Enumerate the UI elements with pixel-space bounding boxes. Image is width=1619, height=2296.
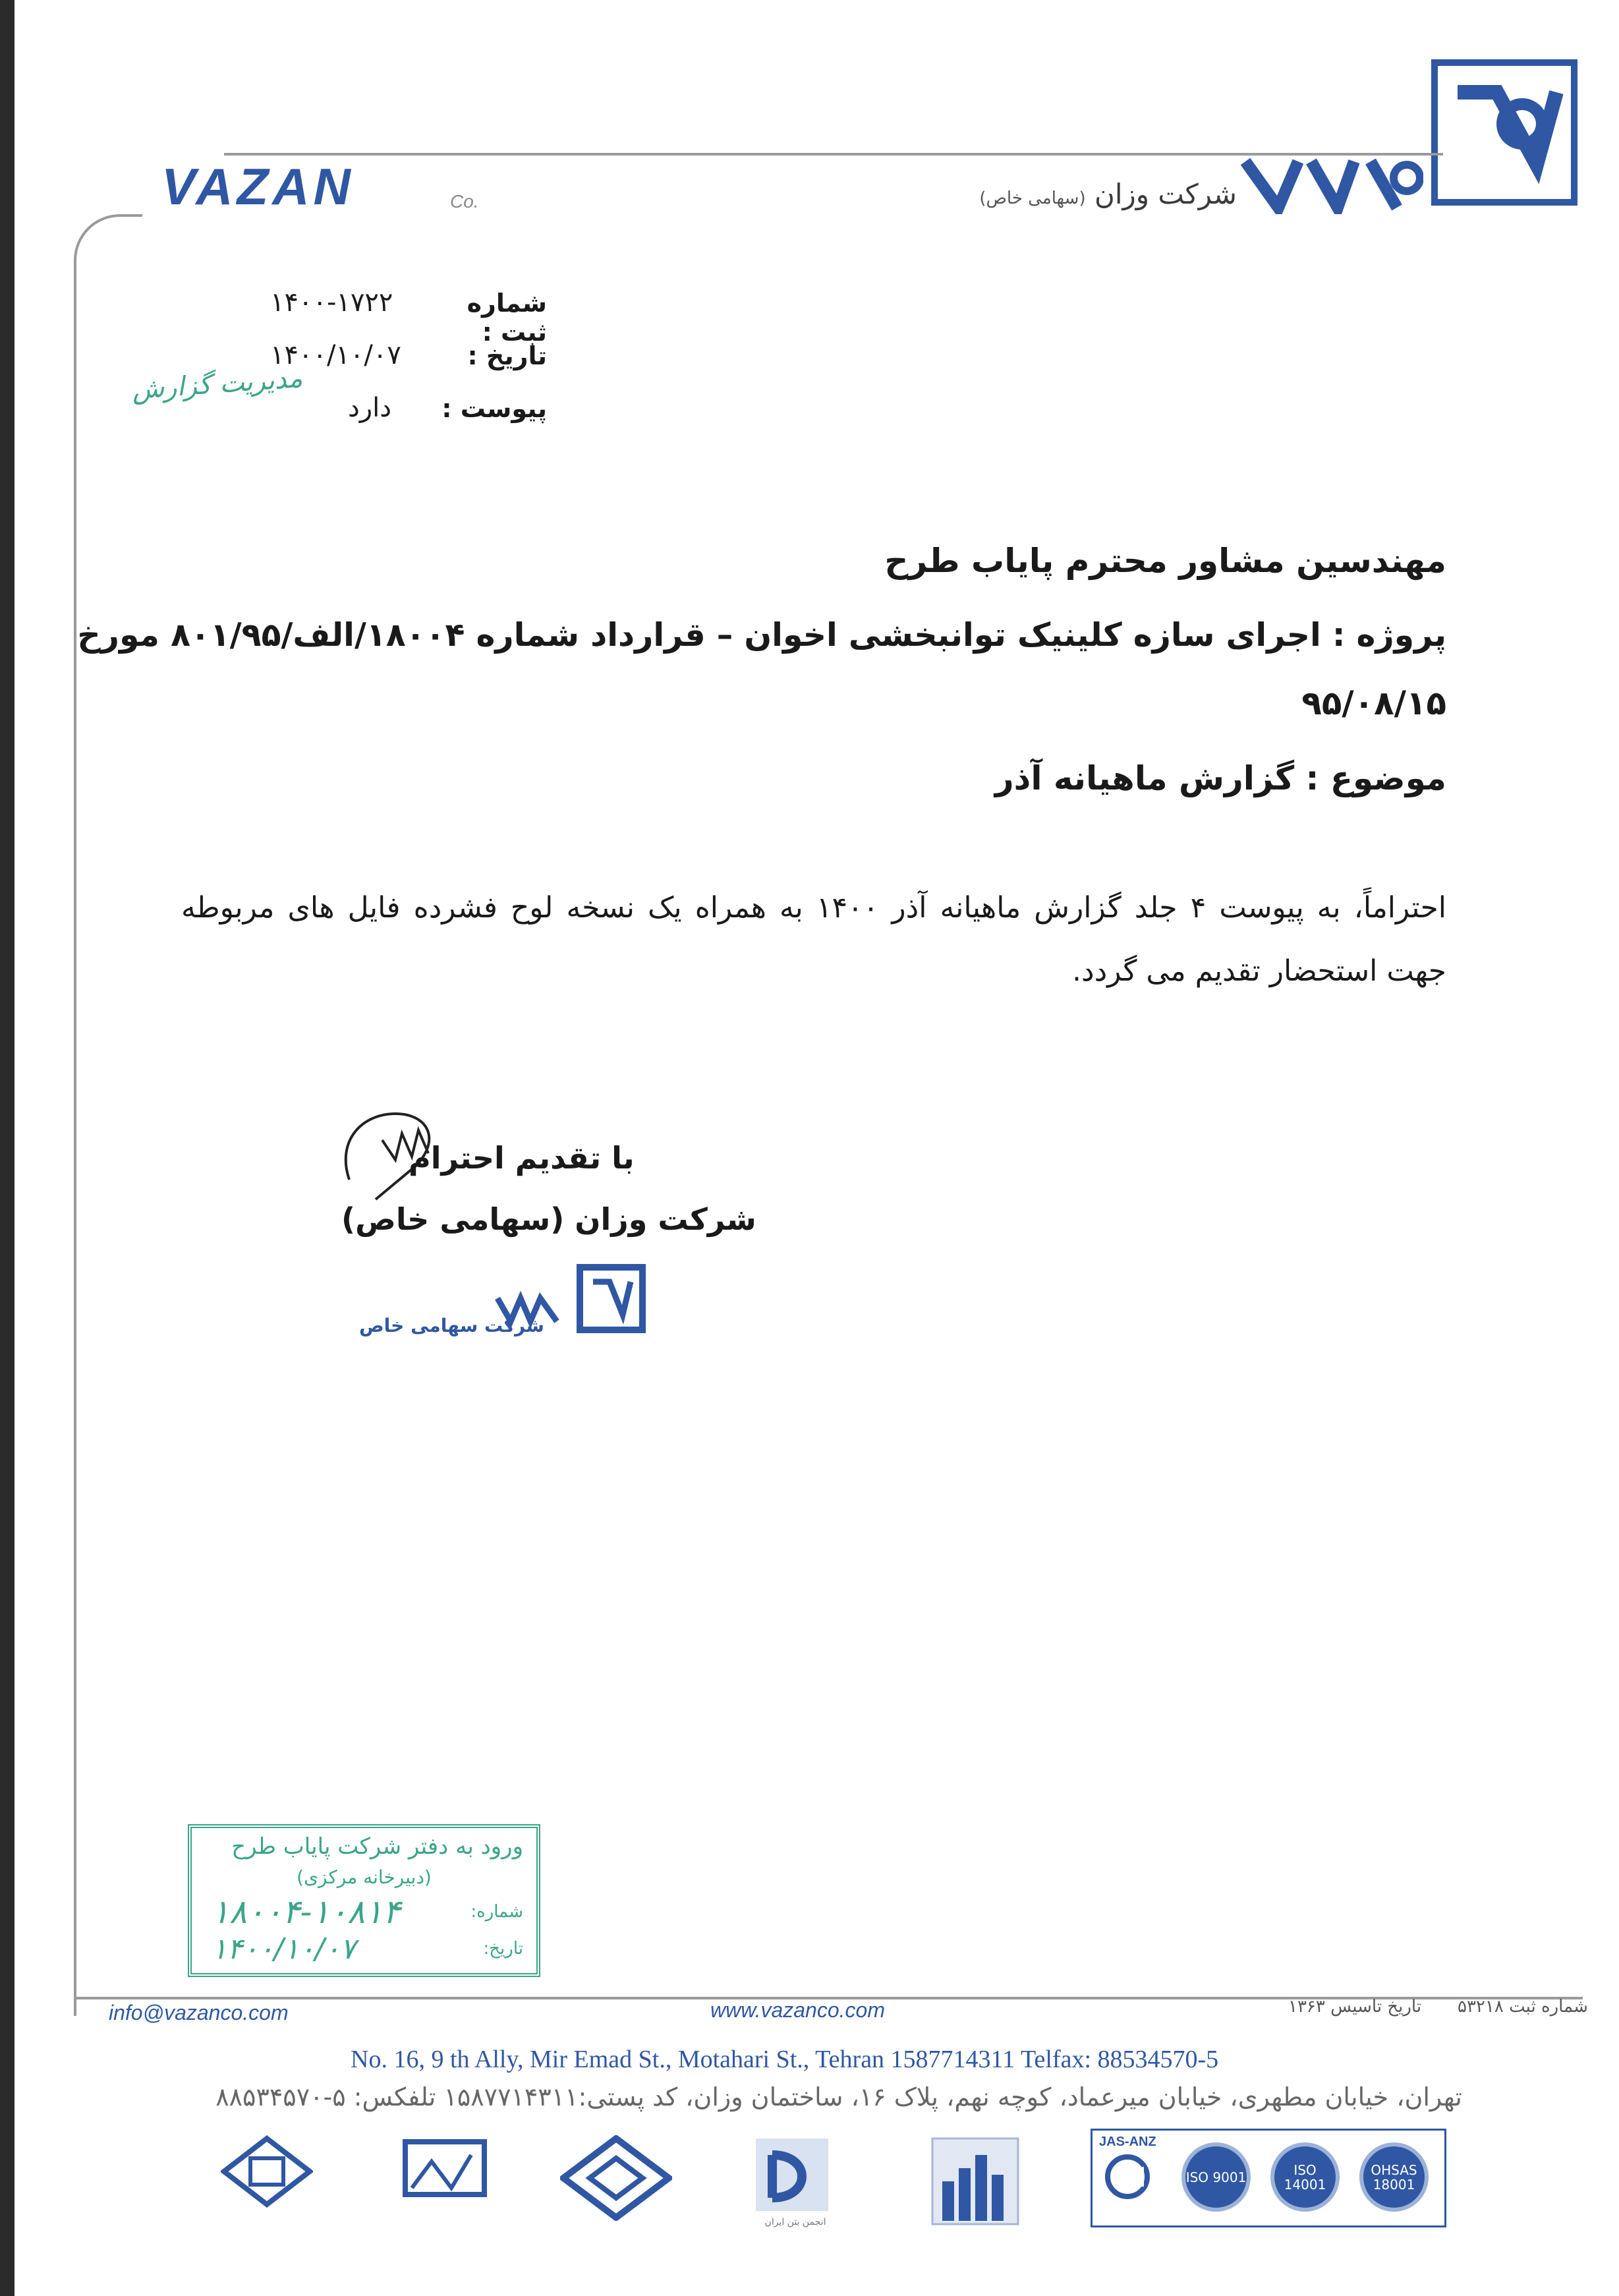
date-label: تاریخ :: [467, 341, 547, 370]
project-line-2: ۹۵/۰۸/۱۵: [1301, 684, 1446, 722]
footer-website[interactable]: www.vazanco.com: [710, 1998, 885, 2022]
ohsas-18001-label: OHSAS 18001: [1371, 2162, 1417, 2193]
received-stamp-date-label: تاریخ:: [483, 1939, 523, 1959]
jas-anz-label: JAS-ANZ: [1099, 2135, 1156, 2149]
footer-email[interactable]: info@vazanco.com: [109, 2001, 289, 2024]
received-stamp-date-value: ۱۴۰۰/۱۰/۰۷: [212, 1932, 356, 1966]
iso-14001-label: ISO 14001: [1284, 2162, 1326, 2193]
brand-fa-label: شرکت وزان: [1094, 178, 1237, 210]
attachment-label: پیوست :: [441, 394, 547, 423]
scan-edge: [0, 0, 14, 2296]
brand-name-en: VAZAN: [161, 158, 355, 215]
vazan-logo-icon: [1431, 59, 1577, 206]
project-line-1: پروژه : اجرای سازه کلینیک توانبخشی اخوان – قرارداد شماره ۱۸۰۰۴/الف/۸۰۱/۹۵ مورخ: [77, 616, 1446, 654]
handwritten-note: مدیریت گزارش: [130, 363, 304, 405]
brand-suffix: Co.: [450, 191, 479, 212]
reg-number-value: ۱۴۰۰-۱۷۲۲: [270, 287, 393, 318]
footer-reg-no: شماره ثبت ۵۳۲۱۸: [1458, 1997, 1588, 2017]
brand-name-fa: [979, 178, 1237, 210]
brand-fa-sub: (سهامی خاص): [979, 188, 1086, 208]
cert-logo-5-icon: [929, 2135, 1021, 2227]
reg-number-label: شماره ثبت :: [467, 289, 547, 347]
received-stamp-subtitle: (دبیرخانه مرکزی): [297, 1866, 432, 1888]
company-stamp-text: شرکت سهامی خاص: [359, 1315, 544, 1336]
vazan-wordmark-icon: [1239, 148, 1423, 217]
date-value: ۱۴۰۰/۱۰/۰۷: [270, 340, 401, 370]
iso-9001-badge: [1181, 2142, 1251, 2212]
cert-caption-1: انجمن بتن ایران: [764, 2217, 826, 2227]
cert-logo-2-icon: [399, 2135, 491, 2227]
received-stamp-number-value: ۱۸۰۰۴-۱۰۸۱۴: [212, 1893, 401, 1931]
jas-anz-icon: [1104, 2154, 1150, 2202]
iso-14001-badge: [1270, 2142, 1340, 2212]
footer-address-en: No. 16, 9 th Ally, Mir Emad St., Motahari St., Tehran 1587714311 Telfax: 88534570-5: [351, 2046, 1219, 2073]
cert-logo-1-icon: [221, 2135, 313, 2227]
closing-respect: با تقدیم احترام: [409, 1140, 635, 1176]
received-stamp-number-label: شماره:: [470, 1902, 523, 1922]
frame-left-line: [74, 214, 142, 2016]
iso-9001-label: ISO 9001: [1185, 2169, 1247, 2185]
received-stamp: [188, 1824, 540, 1977]
footer-address-fa: تهران، خیابان مطهری، خیابان میرعماد، کوچه نهم، پلاک ۱۶، ساختمان وزان، کد پستی:۱۵۸۷۷۱۴۳۱۱ تلفکس: ۵-۸۸۵۳۴۵۷۰: [215, 2082, 1462, 2111]
letter-body: احتراماً، به پیوست ۴ جلد گزارش ماهیانه آذر ۱۴۰۰ به همراه یک نسخه لوح فشرده فایل های مربوطه جهت استحضار تقدیم می گردد.: [181, 891, 1447, 988]
recipient-line: مهندسین مشاور محترم پایاب طرح: [884, 542, 1446, 580]
subject-line: موضوع : گزارش ماهیانه آذر: [994, 759, 1446, 797]
frame-top-line: [224, 153, 1443, 156]
footer-founded: تاریخ تاسیس ۱۳۶۳: [1288, 1997, 1422, 2017]
ohsas-18001-badge: [1359, 2142, 1429, 2212]
attachment-value: دارد: [348, 393, 392, 423]
received-stamp-title: ورود به دفتر شرکت پایاب طرح: [231, 1833, 523, 1860]
iso-cert-panel: [1091, 2129, 1446, 2227]
cert-logo-3-icon: [560, 2135, 672, 2227]
closing-company: شرکت وزان (سهامی خاص): [341, 1201, 756, 1237]
cert-logo-4-icon: [753, 2135, 838, 2227]
